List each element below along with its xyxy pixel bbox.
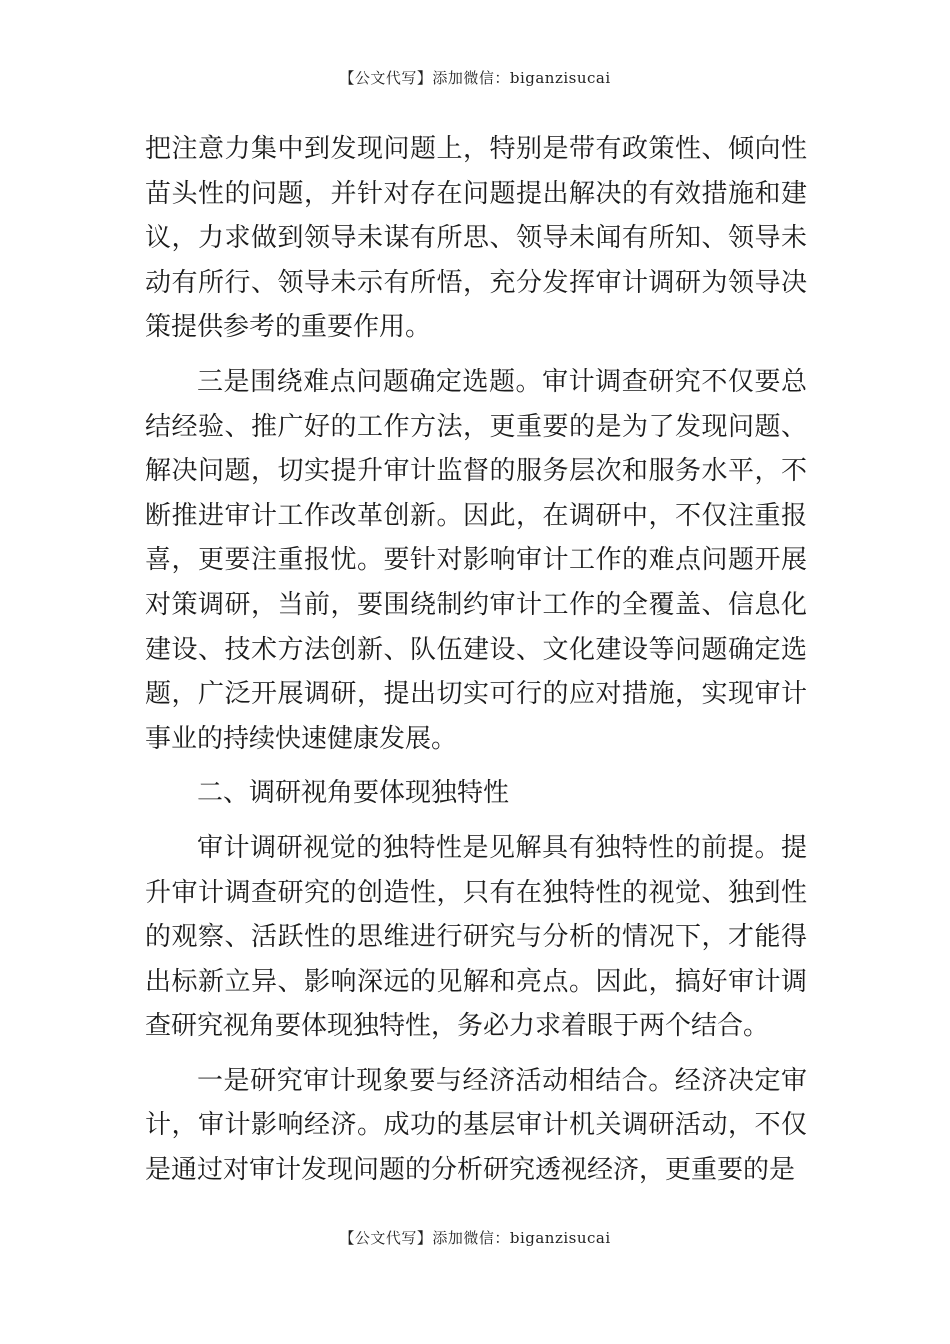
document-body bbox=[145, 127, 807, 1203]
paragraph-economic-activity: 一是研究审计现象要与经济活动相结合。经济决定审计，审计影响经济。成功的基层审计机关调研活动，不仅是通过对审计发现问题的分析研究透视经济，更重要的是 bbox=[145, 1065, 807, 1186]
page-footer: 【公文代写】添加微信：biganzisucai bbox=[339, 1229, 611, 1247]
paragraph-unique-perspective: 审计调研视觉的独特性是见解具有独特性的前提。提升审计调查研究的创造性，只有在独特性的视觉、独到性的观察、活跃性的思维进行研究与分析的情况下，才能得出标新立异、影响深远的见解和亮点。因此，搞好审计调查研究视角要体现独特性，务必力求着眼于两个结合。 bbox=[145, 832, 807, 1042]
paragraph-difficult-topics: 三是围绕难点问题确定选题。审计调查研究不仅要总结经验、推广好的工作方法，更重要的是为了发现问题、解决问题，切实提升审计监督的服务层次和服务水平，不断推进审计工作改革创新。因此，在调研中，不仅注重报喜，更要注重报忧。要针对影响审计工作的难点问题开展对策调研，当前，要围绕制约审计工作的全覆盖、信息化建设、技术方法创新、队伍建设、文化建设等问题确定选题，广泛开展调研，提出切实可行的应对措施，实现审计事业的持续快速健康发展。 bbox=[145, 366, 807, 754]
section-heading: 二、调研视角要体现独特性 bbox=[197, 778, 510, 809]
paragraph-continued: 把注意力集中到发现问题上，特别是带有政策性、倾向性苗头性的问题，并针对存在问题提出解决的有效措施和建议，力求做到领导未谋有所思、领导未闻有所知、领导未动有所行、领导未示有所悟，充分发挥审计调研为领导决策提供参考的重要作用。 bbox=[145, 134, 807, 343]
page-header: 【公文代写】添加微信：biganzisucai bbox=[339, 69, 611, 87]
